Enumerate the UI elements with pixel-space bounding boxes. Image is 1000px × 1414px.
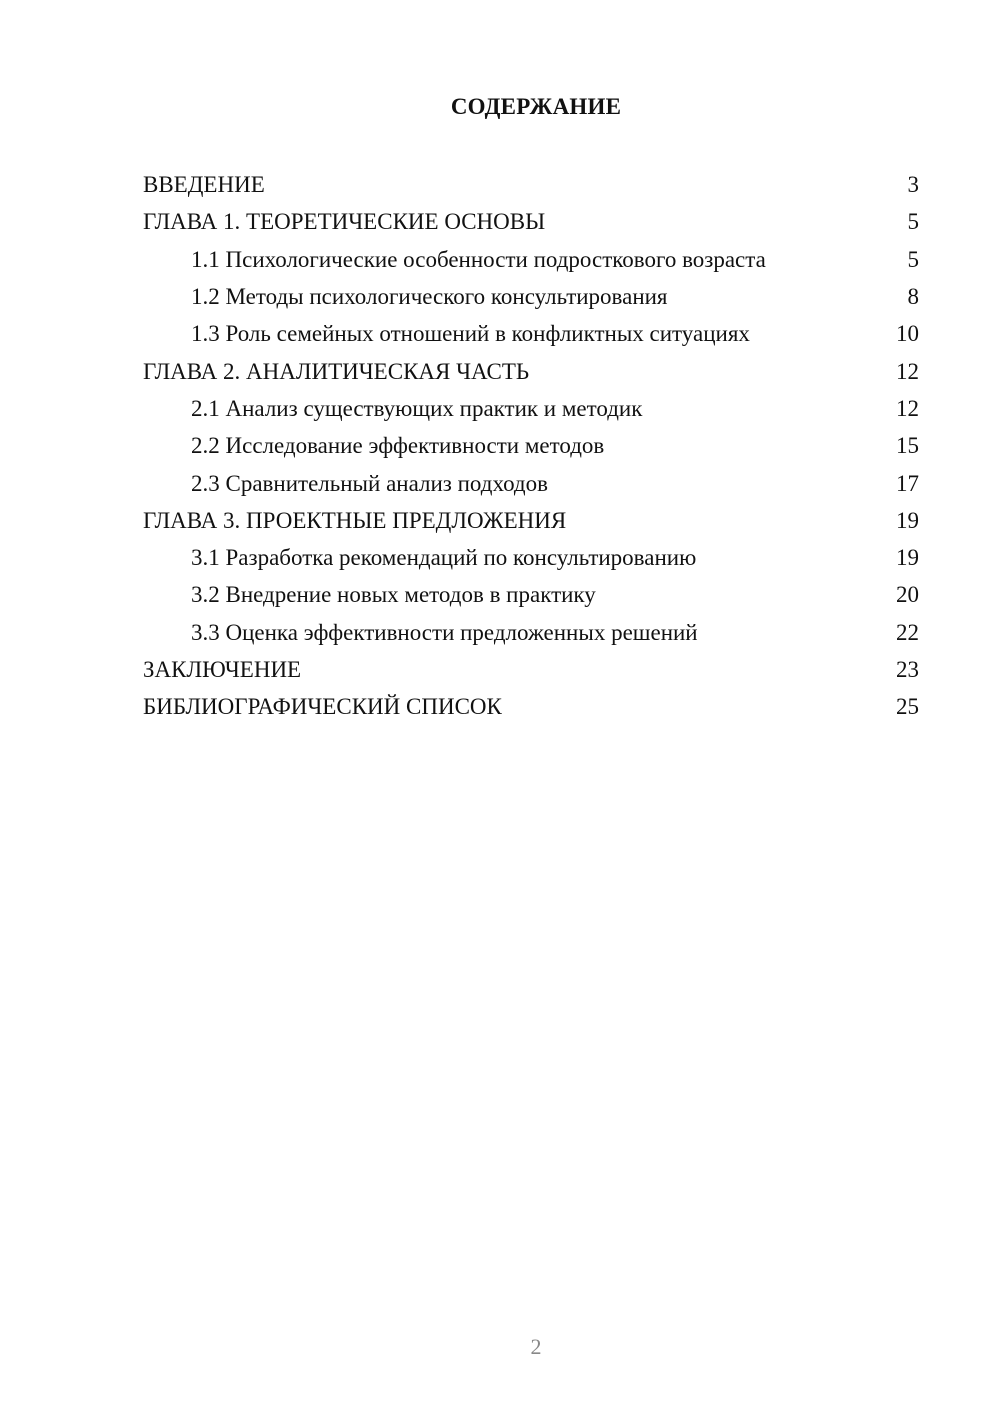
toc-entry-title: 3.2 Внедрение новых методов в практику: [191, 582, 596, 608]
toc-entry-title: 1.2 Методы психологического консультирования: [191, 284, 668, 310]
toc-entry-introduction[interactable]: [143, 166, 919, 203]
toc-entry-page: 5: [907, 246, 919, 272]
toc-entry-page: 10: [896, 321, 919, 347]
toc-entry-page: 19: [896, 545, 919, 571]
toc-entry-chapter-1[interactable]: [143, 203, 919, 240]
toc-entry-section-1-2[interactable]: [143, 278, 919, 315]
toc-entry-page: 19: [896, 507, 919, 533]
toc-entry-title: ГЛАВА 2. АНАЛИТИЧЕСКАЯ ЧАСТЬ: [143, 358, 530, 384]
table-of-contents: [143, 166, 919, 725]
toc-entry-page: 23: [896, 657, 919, 682]
toc-entry-title: 2.1 Анализ существующих практик и методик: [191, 395, 643, 421]
toc-entry-page: 20: [896, 582, 919, 608]
toc-entry-page: 12: [896, 395, 919, 421]
toc-entry-section-2-3[interactable]: [143, 464, 919, 501]
toc-entry-title: 2.2 Исследование эффективности методов: [191, 433, 605, 459]
page-title: СОДЕРЖАНИЕ: [450, 94, 622, 119]
toc-entry-page: 25: [896, 694, 919, 720]
toc-entry-section-3-3[interactable]: [143, 614, 919, 651]
toc-entry-chapter-2[interactable]: [143, 352, 919, 389]
page-number: 2: [530, 1334, 542, 1359]
toc-entry-title: ГЛАВА 1. ТЕОРЕТИЧЕСКИЕ ОСНОВЫ: [143, 209, 546, 235]
toc-entry-conclusion[interactable]: [143, 651, 919, 688]
toc-entry-section-3-1[interactable]: [143, 539, 919, 576]
toc-entry-page: 22: [896, 619, 919, 645]
toc-entry-title: 1.1 Психологические особенности подросткового возраста: [191, 246, 766, 272]
toc-entry-page: 5: [907, 209, 919, 235]
toc-entry-title: 1.3 Роль семейных отношений в конфликтных ситуациях: [191, 321, 750, 347]
toc-entry-section-3-2[interactable]: [143, 576, 919, 613]
toc-entry-bibliography[interactable]: [143, 688, 919, 725]
toc-entry-title: ЗАКЛЮЧЕНИЕ: [143, 657, 302, 682]
toc-entry-page: 12: [896, 358, 919, 384]
toc-entry-chapter-3[interactable]: [143, 502, 919, 539]
toc-entry-section-2-2[interactable]: [143, 427, 919, 464]
toc-entry-section-1-3[interactable]: [143, 315, 919, 352]
toc-entry-title: ГЛАВА 3. ПРОЕКТНЫЕ ПРЕДЛОЖЕНИЯ: [143, 507, 567, 533]
toc-entry-section-1-1[interactable]: [143, 241, 919, 278]
toc-entry-page: 17: [896, 470, 919, 496]
toc-entry-title: БИБЛИОГРАФИЧЕСКИЙ СПИСОК: [143, 694, 502, 720]
toc-entry-page: 3: [907, 172, 919, 198]
toc-entry-title: 3.3 Оценка эффективности предложенных решений: [191, 619, 698, 645]
toc-entry-title: 3.1 Разработка рекомендаций по консультированию: [191, 545, 697, 571]
toc-entry-page: 15: [896, 433, 919, 459]
toc-entry-section-2-1[interactable]: [143, 390, 919, 427]
toc-entry-page: 8: [907, 284, 919, 310]
toc-entry-title: 2.3 Сравнительный анализ подходов: [191, 470, 548, 496]
toc-entry-title: ВВЕДЕНИЕ: [143, 172, 265, 198]
